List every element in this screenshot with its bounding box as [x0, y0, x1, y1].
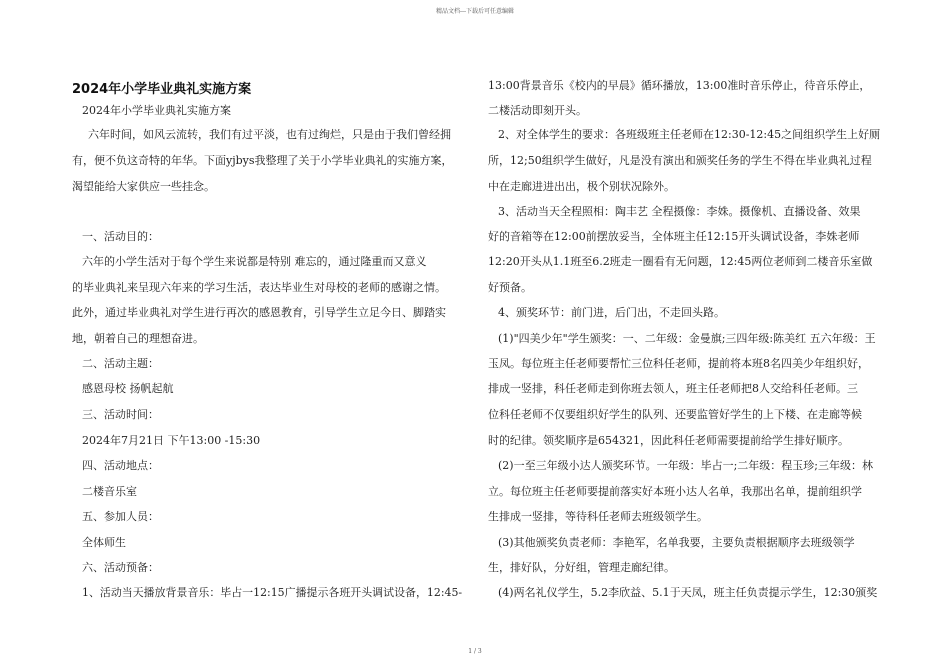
paragraph-line: 感恩母校 扬帆起航: [82, 382, 174, 395]
paragraph-line: 六年的小学生活对于每个学生来说都是特别 难忘的，通过隆重而又意义: [82, 255, 427, 268]
section-heading: 五、参加人员：: [82, 510, 159, 523]
paragraph-line: 4、颁奖环节：前门进，后门出，不走回头路。: [498, 306, 725, 319]
paragraph-line: 六年时间，如风云流转，我们有过平淡，也有过绚烂，只是由于我们曾经拥: [88, 128, 451, 141]
paragraph-line: 好的音箱等在12:00前摆放妥当，全体班主任12:15开头调试设备，李姝老师: [488, 230, 860, 243]
section-heading: 四、活动地点：: [82, 459, 159, 472]
page-header: 精品文档---下载后可任意编辑: [435, 8, 515, 15]
section-heading: 一、活动目的：: [82, 230, 159, 243]
paragraph-line: 好预备。: [488, 281, 532, 294]
paragraph-line: 生，排好队，分好组，管理走廊纪律。: [488, 561, 675, 574]
section-heading: 六、活动预备：: [82, 561, 159, 574]
paragraph-line: 13:00背景音乐《校内的早晨》循环播放，13:00准时音乐停止，待音乐停止，: [488, 79, 871, 92]
paragraph-line: 时的纪律。领奖顺序是654321，因此科任老师需要提前给学生排好顺序。: [488, 434, 849, 447]
paragraph-line: (4)两名礼仪学生，5.2李欣益、5.1于天凤，班主任负责提示学生，12:30颁奖: [498, 586, 878, 599]
paragraph-line: (2)一至三年级小达人颁奖环节。一年级：毕占一;二年级：程玉珍;三年级：林: [498, 459, 873, 472]
paragraph-line: 立。每位班主任老师要提前落实好本班小达人名单，我那出名单，提前组织学: [488, 485, 862, 498]
paragraph-line: 渴望能给大家供应一些挂念。: [72, 180, 215, 193]
paragraph-line: (1)"四美少年"学生颁奖：一、二年级：金曼旗;三四年级:陈美红 五六年级：王: [498, 332, 876, 345]
paragraph-line: 生排成一竖排，等待科任老师去班级领学生。: [488, 510, 708, 523]
paragraph-line: 2、对全体学生的要求：各班级班主任老师在12:30-12:45之间组织学生上好厕: [498, 128, 881, 141]
paragraph-line: 中在走廊进进出出，极个别状况除外。: [488, 180, 675, 193]
paragraph-line: 玉凤。每位班主任老师要帮忙三位科任老师，提前将本班8名四美少年组织好，: [488, 357, 869, 370]
paragraph-line: 排成一竖排，科任老师走到你班去领人，班主任老师把8人交给科任老师。三: [488, 382, 858, 395]
paragraph-line: (3)其他颁奖负责老师：李艳军，名单我要，主要负责根据顺序去班级领学: [498, 536, 855, 549]
paragraph-line: 3、活动当天全程照相：陶丰艺 全程摄像：李姝。摄像机、直播设备、效果: [498, 205, 861, 218]
section-heading: 三、活动时间：: [82, 408, 159, 421]
paragraph-line: 此外，通过毕业典礼对学生进行再次的感恩教育，引导学生立足今日、脚踏实: [72, 306, 446, 319]
page-number: 1 / 3: [468, 648, 482, 655]
paragraph-line: 所，12;50组织学生做好，凡是没有演出和颁奖任务的学生不得在毕业典礼过程: [488, 154, 872, 167]
paragraph-line: 12:20开头从1.1班至6.2班走一圈看有无问题，12:45两位老师到二楼音乐室做: [488, 255, 873, 268]
paragraph-line: 1、活动当天播放背景音乐：毕占一12:15广播提示各班开头调试设备，12:45-: [82, 586, 463, 599]
paragraph-line: 2024年小学毕业典礼实施方案: [82, 104, 231, 117]
paragraph-line: 全体师生: [82, 536, 126, 549]
paragraph-line: 的毕业典礼来呈现六年来的学习生活，表达毕业生对母校的老师的感谢之情。: [72, 281, 446, 294]
paragraph-line: 地，朝着自己的理想奋进。: [72, 332, 204, 345]
document-title: 2024年小学毕业典礼实施方案: [72, 82, 252, 97]
paragraph-line: 2024年7月21日 下午13:00 -15:30: [82, 434, 261, 447]
paragraph-line: 位科任老师不仅要组织好学生的队列、还要监管好学生的上下楼、在走廊等候: [488, 408, 862, 421]
paragraph-line: 二楼音乐室: [82, 485, 137, 498]
paragraph-line: 有，便不负这奇特的年华。下面yjbys我整理了关于小学毕业典礼的实施方案，: [72, 154, 453, 167]
section-heading: 二、活动主题：: [82, 357, 159, 370]
paragraph-line: 二楼活动即刻开头。: [488, 104, 587, 117]
